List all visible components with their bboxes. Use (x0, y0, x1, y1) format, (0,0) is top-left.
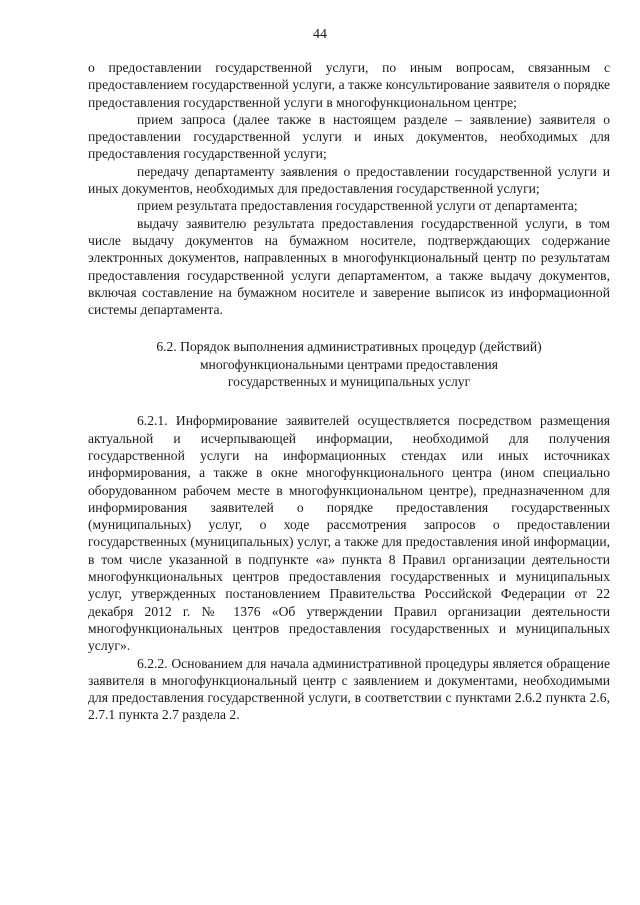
document-body (88, 59, 610, 724)
paragraph-receive-result: прием результата предоставления государственной услуги от департамента; (137, 198, 578, 214)
section-heading (88, 338, 610, 390)
paragraph-transfer-to-department: передачу департаменту заявления о предоставлении государственной услуги и иных документов, необходимых для предоставления государственной услуги; (88, 163, 610, 197)
paragraph-6-2-2: 6.2.2. Основанием для начала административной процедуры является обращение заявителя в многофункциональный центр с заявлением и документами, необходимыми для предоставления государственной услуги, в соответствии с пунктами 2.6.2 пункта 2.6, 2.7.1 пункта 2.7 раздела 2. (88, 655, 610, 723)
paragraph-request-intake: прием запроса (далее также в настоящем разделе – заявление) заявителя о предоставлении государственной услуги и иных документов, необходимых для предоставления государственной услуги; (88, 111, 610, 162)
section-heading-line-1: 6.2. Порядок выполнения административных процедур (действий) (156, 339, 542, 355)
paragraph-6-2-1: 6.2.1. Информирование заявителей осуществляется посредством размещения актуальной и исчерпывающей информации, необходимой для получения государственной услуги на информационных стендах или иных источниках информирования, а также в окне многофункционального центра (ином специально оборудованном рабочем месте в многофункциональном центре), предназначенном для информирования заявителей о порядке предоставления государственных (муниципальных) услуг, о ходе рассмотрения запросов о предоставлении государственных (муниципальных) услуг, а также для предоставления иной информации, в том числе указанной в подпункте «а» пункта 8 Правил организации деятельности многофункциональных центров предоставления государственных и муниципальных услуг, утвержденных постановлением Правительства Российской Федерации от 22 декабря 2012 г. № 1376 «Об утверждении Правил организации деятельности многофункциональных центров предоставления государственных и муниципальных услуг». (88, 413, 610, 654)
paragraph-issue-result: выдачу заявителю результата предоставления государственной услуги, в том числе выдачу документов на бумажном носителе, подтверждающих содержание электронных документов, направленных в многофункциональный центр по результатам предоставления государственной услуги департаментом, а также выдачу документов, включая составление на бумажном носителе и заверение выписок из информационной системы департамента. (88, 215, 610, 318)
page-number: 44 (313, 27, 327, 42)
section-heading-line-2: многофункциональными центрами предоставления (199, 356, 499, 372)
paragraph-consulting: о предоставлении государственной услуги, по иным вопросам, связанным с предоставлением государственной услуги, а также консультирование заявителя о порядке предоставления государственной услуги в многофункциональном центре; (88, 60, 610, 110)
section-heading-line-3: государственных и муниципальных услуг (227, 374, 471, 390)
